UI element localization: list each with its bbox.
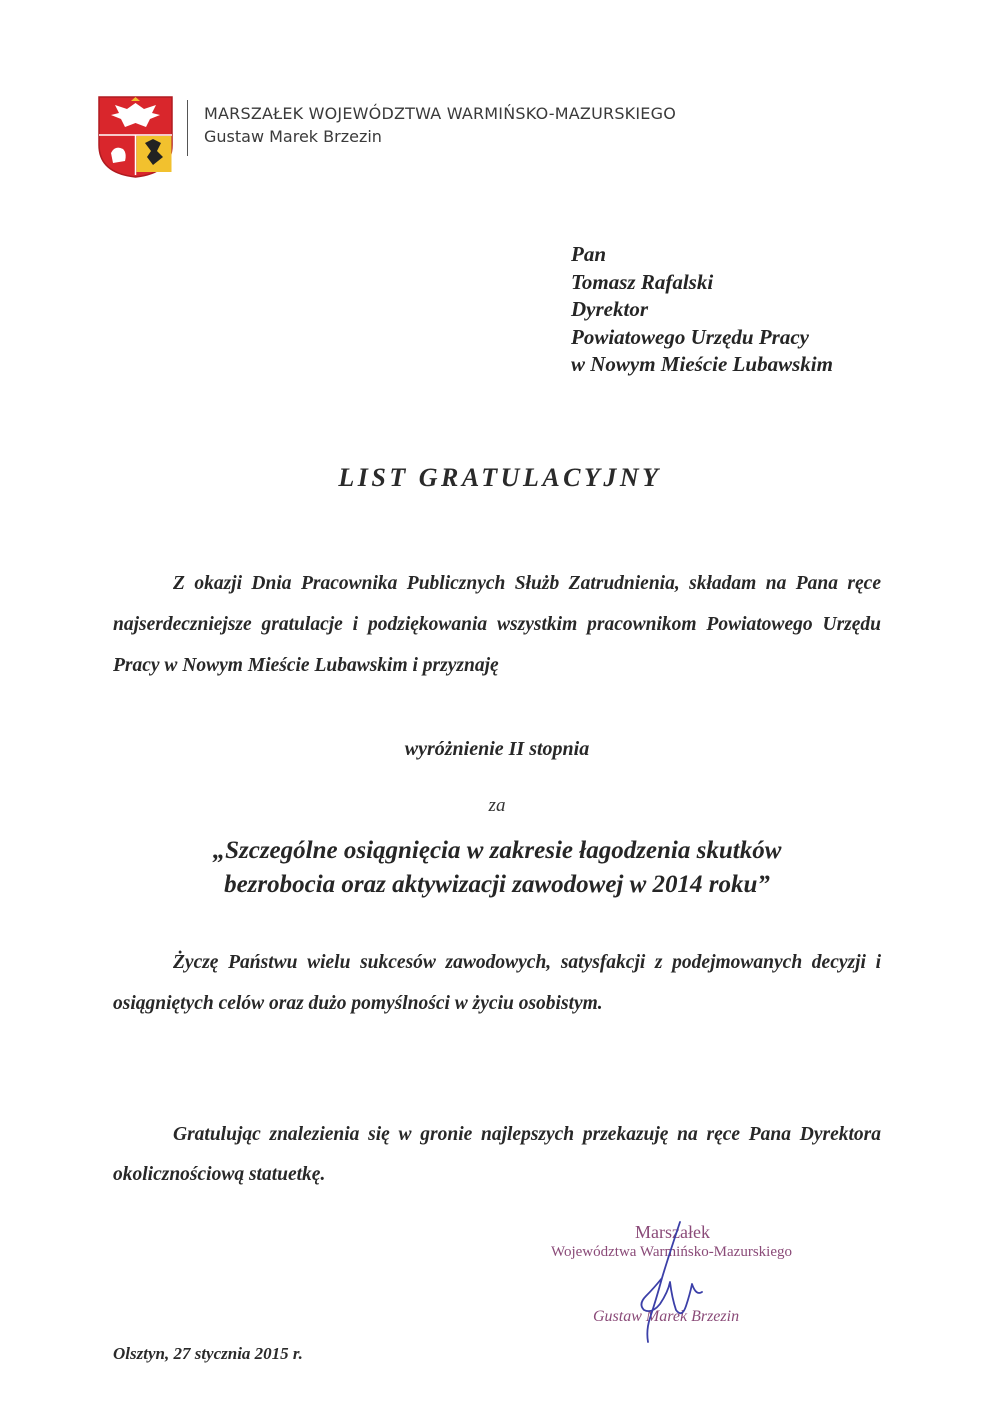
paragraph-wishes: Życzę Państwu wielu sukcesów zawodowych, satysfakcji z podejmowanych decyzji i osiągniętych celów oraz dużo pomyślności w życiu osobistym. bbox=[113, 952, 881, 1014]
letter-title: LIST GRATULACYJNY bbox=[338, 463, 662, 492]
letterhead-divider bbox=[187, 100, 188, 156]
motto-line: bezrobocia oraz aktywizacji zawodowej w 2014 roku” bbox=[224, 871, 770, 898]
coat-of-arms-icon bbox=[97, 95, 174, 179]
paragraph-statuette: Gratulując znalezienia się w gronie najlepszych przekazuję na ręce Pana Dyrektora okolicznościową statuetkę. bbox=[113, 1124, 881, 1185]
award-line: wyróżnienie II stopnia bbox=[404, 738, 590, 760]
addressee-line: Powiatowego Urzędu Pracy bbox=[571, 324, 809, 349]
addressee-line: Pan bbox=[571, 242, 607, 266]
place-date: Olsztyn, 27 stycznia 2015 r. bbox=[113, 1344, 303, 1363]
letterhead-office: MARSZAŁEK WOJEWÓDZTWA WARMIŃSKO-MAZURSKIEGO bbox=[204, 104, 676, 123]
stamp-line-office: Województwa Warmińsko-Mazurskiego bbox=[551, 1244, 792, 1260]
stamp-line-title: Marszałek bbox=[635, 1222, 710, 1242]
stamp-line-name: Gustaw Marek Brzezin bbox=[593, 1308, 740, 1325]
addressee-line: w Nowym Mieście Lubawskim bbox=[571, 352, 833, 376]
paragraph-intro: Z okazji Dnia Pracownika Publicznych Służb Zatrudnienia, składam na Pana ręce najserdeczniejsze gratulacje i podziękowania wszystkim pracownikom Powiatowego Urzędu Pracy w Nowym Mieście Lubawskim i przyznaję bbox=[113, 573, 881, 676]
motto-line: „Szczególne osiągnięcia w zakresie łagodzenia skutków bbox=[212, 837, 782, 864]
addressee-line: Dyrektor bbox=[571, 297, 648, 321]
addressee-block bbox=[571, 241, 833, 379]
letterhead-name: Gustaw Marek Brzezin bbox=[204, 127, 382, 146]
for-line: za bbox=[488, 795, 506, 816]
award-motto bbox=[0, 834, 994, 902]
signature-icon bbox=[610, 1218, 720, 1348]
addressee-line: Tomasz Rafalski bbox=[571, 269, 714, 294]
